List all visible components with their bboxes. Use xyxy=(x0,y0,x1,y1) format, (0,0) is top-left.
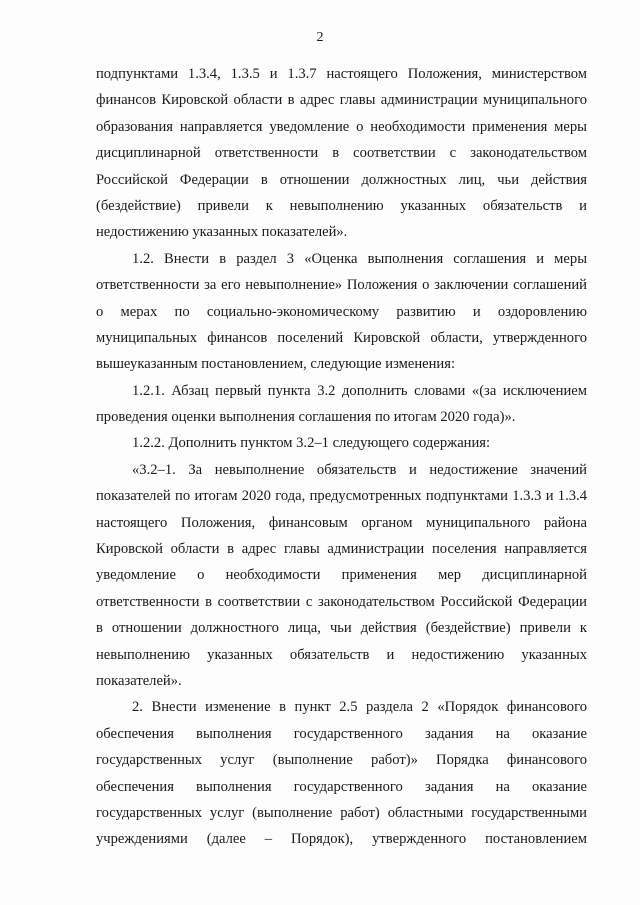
text-line: Кировской области в адрес главы администрации поселения направляется xyxy=(96,541,587,558)
document-body xyxy=(96,61,587,853)
text-line: обеспечения выполнения государственного задания на оказание xyxy=(96,725,587,742)
text-line: проведения оценки выполнения соглашения по итогам 2020 года)». xyxy=(96,409,516,426)
text-line: обеспечения выполнения государственного задания на оказание xyxy=(96,778,587,795)
text-line: 1.2.2. Дополнить пунктом 3.2–1 следующего содержания: xyxy=(132,435,491,452)
text-line: ответственности за его невыполнение» Положения о заключении соглашений xyxy=(96,277,587,294)
text-line: 1.2. Внести в раздел 3 «Оценка выполнения соглашения и меры xyxy=(132,250,587,267)
text-line: в отношении должностного лица, чьи действия (бездействие) привели к xyxy=(96,620,587,637)
text-line: ответственности в соответствии с законодательством Российской Федерации xyxy=(96,593,587,610)
text-line: подпунктами 1.3.4, 1.3.5 и 1.3.7 настоящего Положения, министерством xyxy=(96,66,587,82)
text-line: учреждениями (далее – Порядок), утвержденного постановлением xyxy=(96,831,587,848)
text-line: вышеуказанным постановлением, следующие изменения: xyxy=(96,356,456,373)
text-line: «3.2–1. За невыполнение обязательств и недостижение значений xyxy=(132,461,587,478)
text-line: Российской Федерации в отношении должностных лиц, чьи действия xyxy=(96,171,587,188)
text-line: образования направляется уведомление о необходимости применения меры xyxy=(96,118,587,135)
text-line: уведомление о необходимости применения мер дисциплинарной xyxy=(96,567,587,584)
text-line: настоящего Положения, финансовым органом муниципального района xyxy=(96,514,587,531)
text-line: дисциплинарной ответственности в соответствии с законодательством xyxy=(96,145,587,162)
text-line: 1.2.1. Абзац первый пункта 3.2 дополнить словами «(за исключением xyxy=(132,382,587,399)
text-line: показателей по итогам 2020 года, предусмотренных подпунктами 1.3.3 и 1.3.4 xyxy=(96,488,587,505)
page-number: 2 xyxy=(316,30,324,45)
text-line: государственных услуг (выполнение работ)» Порядка финансового xyxy=(96,752,587,769)
text-line: о мерах по социально-экономическому развитию и оздоровлению xyxy=(96,303,587,320)
text-line: 2. Внести изменение в пункт 2.5 раздела 2 «Порядок финансового xyxy=(132,699,587,716)
text-line: (бездействие) привели к невыполнению указанных обязательств и xyxy=(96,197,587,214)
text-line: муниципальных финансов поселений Кировской области, утвержденного xyxy=(96,329,587,346)
text-line: невыполнению указанных обязательств и недостижению указанных xyxy=(96,646,587,663)
text-line: финансов Кировской области в адрес главы администрации муниципального xyxy=(96,92,587,109)
text-line: государственных услуг (выполнение работ) областными государственными xyxy=(96,804,587,821)
text-line: недостижению указанных показателей». xyxy=(96,224,348,241)
text-line: показателей». xyxy=(96,672,182,689)
